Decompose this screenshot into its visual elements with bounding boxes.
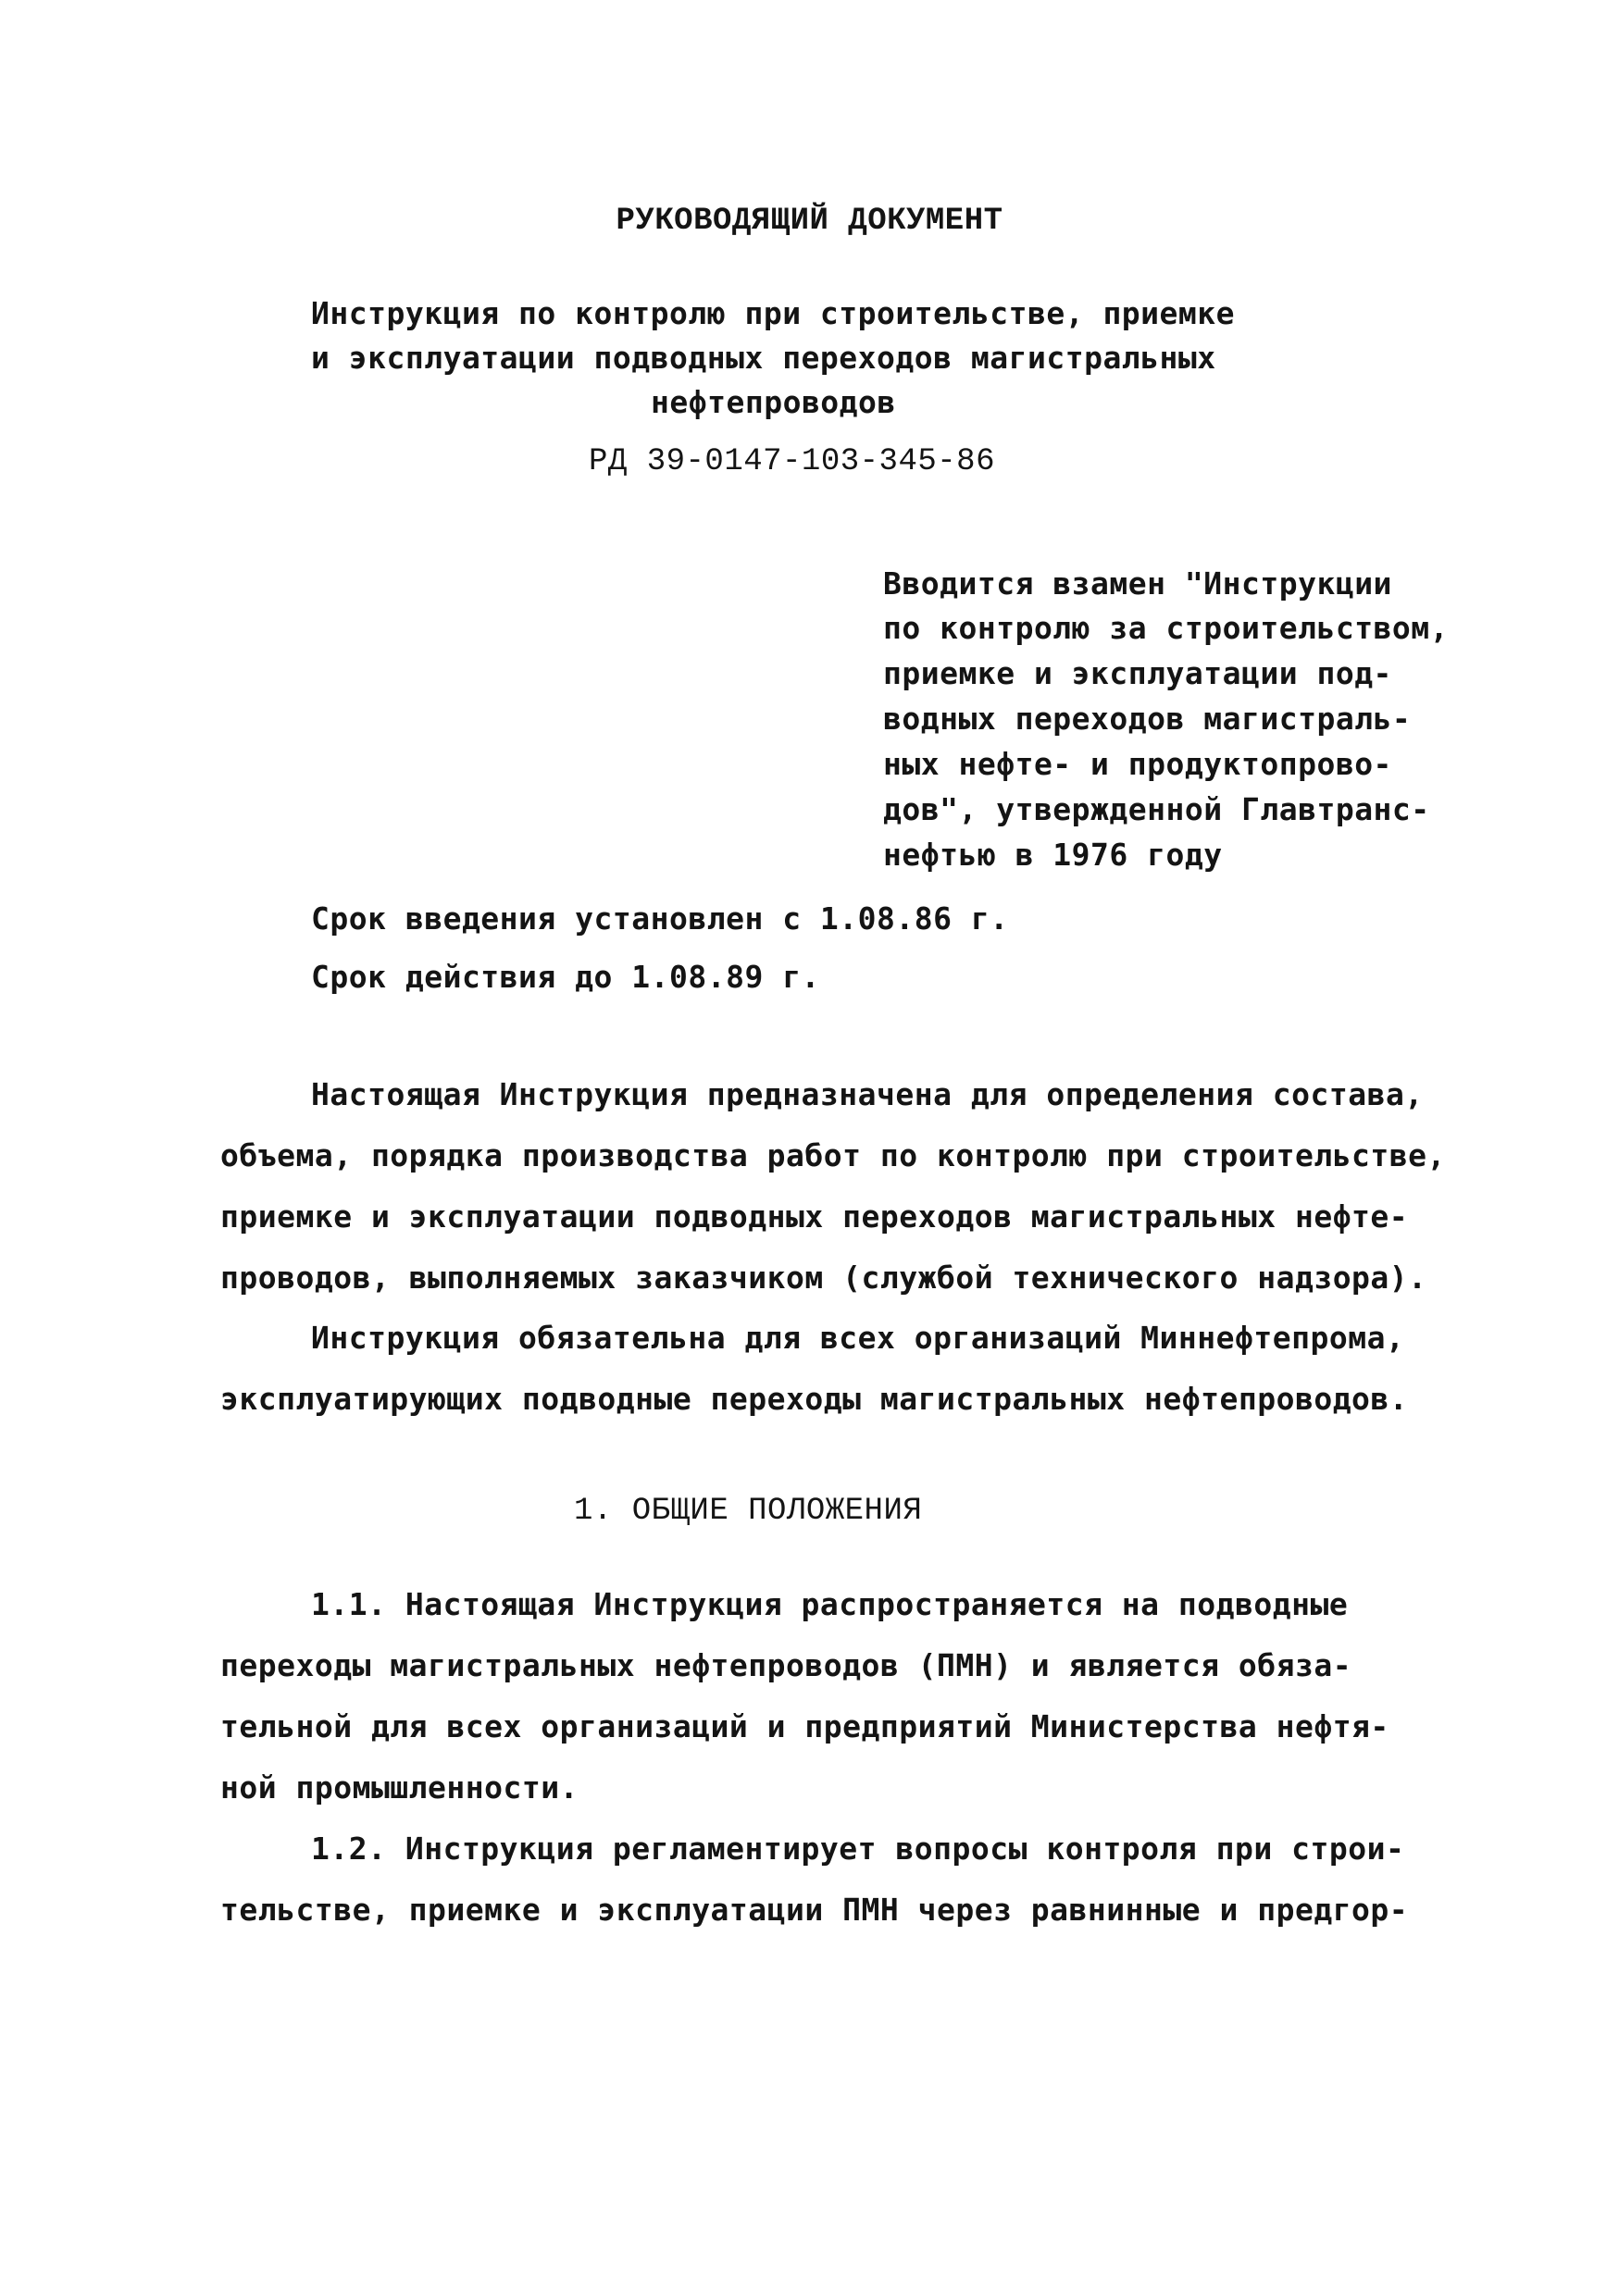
replacement-note-line: ных нефте- и продуктопрово- <box>883 746 1392 782</box>
intro-date: Срок введения установлен с 1.08.86 г. <box>311 900 1009 937</box>
paragraph-line: тельной для всех организаций и предприятий Министерства нефтя- <box>220 1708 1389 1744</box>
replacement-note-line: водных переходов магистраль- <box>883 701 1412 737</box>
paragraph-line: Настоящая Инструкция предназначена для определения состава, <box>311 1076 1424 1112</box>
replacement-note-line: приемке и эксплуатации под- <box>883 655 1392 691</box>
paragraph-line: эксплуатирующих подводные переходы магистральных нефтепроводов. <box>220 1381 1409 1417</box>
paragraph-line: 1.2. Инструкция регламентирует вопросы контроля при строи- <box>311 1831 1405 1867</box>
replacement-note-line: Вводится взамен "Инструкции <box>883 565 1392 602</box>
paragraph-line: проводов, выполняемых заказчиком (службой технического надзора). <box>220 1260 1427 1296</box>
paragraph-line: тельстве, приемке и эксплуатации ПМН через равнинные и предгор- <box>220 1892 1409 1928</box>
document-number: РД 39-0147-103-345-86 <box>589 444 995 479</box>
section-heading: 1. ОБЩИЕ ПОЛОЖЕНИЯ <box>574 1494 923 1529</box>
paragraph-line: приемке и эксплуатации подводных переходов магистральных нефте- <box>220 1198 1409 1235</box>
title-line-1: Инструкция по контролю при строительстве, приемке <box>311 295 1236 331</box>
replacement-note-line: по контролю за строительством, <box>883 610 1450 646</box>
replacement-note-line: дов", утвержденной Главтранс- <box>883 791 1430 827</box>
paragraph-line: ной промышленности. <box>220 1769 579 1806</box>
title-line-3: нефтепроводов <box>651 384 896 420</box>
title-line-2: и эксплуатации подводных переходов магистральных <box>311 340 1216 376</box>
paragraph-line: объема, порядка производства работ по контролю при строительстве, <box>220 1137 1446 1173</box>
paragraph-line: Инструкция обязательна для всех организаций Миннефтепрома, <box>311 1320 1405 1356</box>
replacement-note-line: нефтью в 1976 году <box>883 837 1223 873</box>
paragraph-line: 1.1. Настоящая Инструкция распространяется на подводные <box>311 1586 1349 1622</box>
paragraph-line: переходы магистральных нефтепроводов (ПМН) и является обяза- <box>220 1647 1352 1683</box>
valid-until-date: Срок действия до 1.08.89 г. <box>311 959 820 995</box>
document-type-heading: РУКОВОДЯЩИЙ ДОКУМЕНТ <box>616 204 1003 239</box>
